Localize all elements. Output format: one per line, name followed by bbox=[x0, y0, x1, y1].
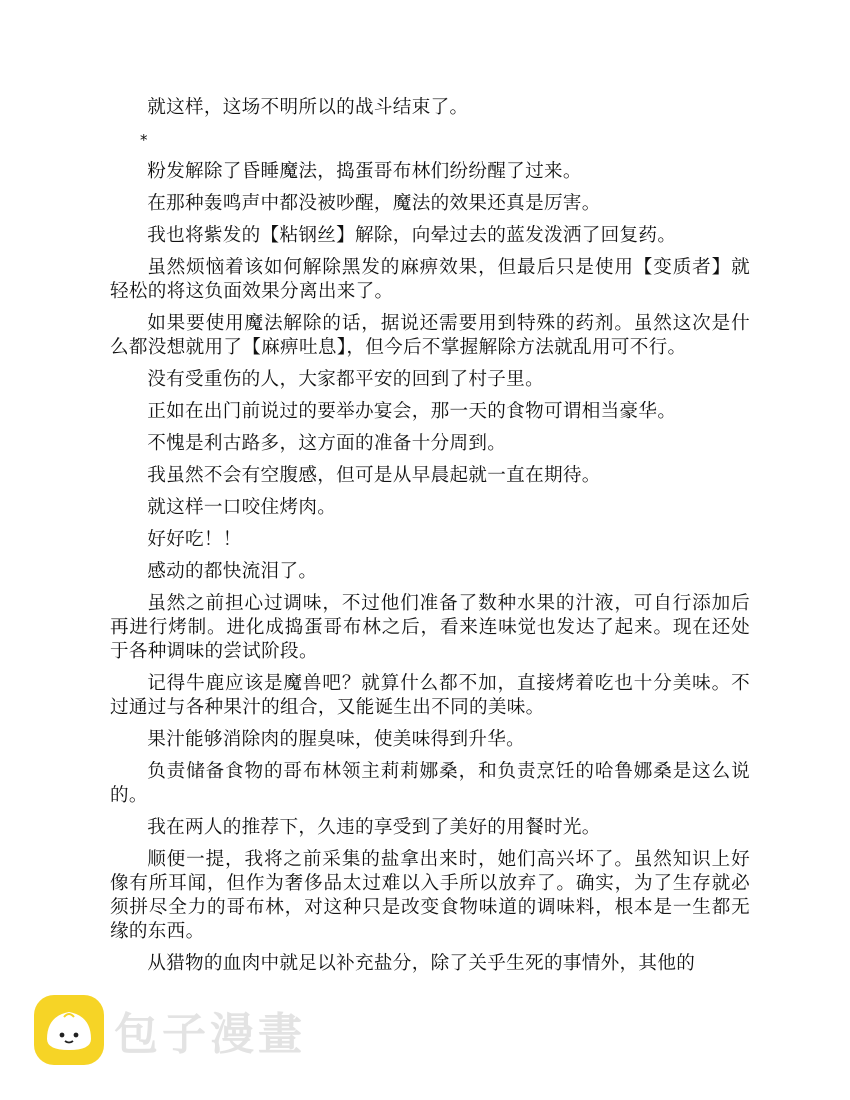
paragraph: 虽然烦恼着该如何解除黑发的麻痹效果，但最后只是使用【变质者】就轻松的将这负面效果分离出来了。 bbox=[110, 257, 750, 302]
paragraph: 好好吃！！ bbox=[147, 529, 242, 550]
paragraph: 虽然之前担心过调味，不过他们准备了数种水果的汁液，可自行添加后再进行烤制。进化成捣蛋哥布林之后，看来连味觉也发达了起来。现在还处于各种调味的尝试阶段。 bbox=[110, 593, 750, 662]
paragraph: 顺便一提，我将之前采集的盐拿出来时，她们高兴坏了。虽然知识上好像有所耳闻，但作为奢侈品太过难以入手所以放弃了。确实，为了生存就必须拼尽全力的哥布林，对这种只是改变食物味道的调味料，根本是一生都无缘的东西。 bbox=[110, 849, 750, 942]
bun-face-icon bbox=[34, 995, 104, 1065]
paragraph: 记得牛鹿应该是魔兽吧？就算什么都不加，直接烤着吃也十分美味。不过通过与各种果汁的组合，又能诞生出不同的美味。 bbox=[110, 673, 750, 718]
paragraph: 负责储备食物的哥布林领主莉莉娜桑，和负责烹饪的哈鲁娜桑是这么说的。 bbox=[110, 761, 750, 806]
paragraph: 就这样，这场不明所以的战斗结束了。 bbox=[147, 97, 469, 118]
watermark-text: 包子漫畫 bbox=[114, 1009, 306, 1060]
section-separator: * bbox=[140, 131, 148, 149]
paragraph: 我也将紫发的【粘钢丝】解除，向晕过去的蓝发泼洒了回复药。 bbox=[147, 225, 677, 246]
paragraph: 在那种轰鸣声中都没被吵醒，魔法的效果还真是厉害。 bbox=[147, 193, 601, 214]
paragraph: 我虽然不会有空腹感，但可是从早晨起就一直在期待。 bbox=[147, 465, 601, 486]
paragraph: 果汁能够消除肉的腥臭味，使美味得到升华。 bbox=[147, 729, 526, 750]
paragraph: 不愧是利古路多，这方面的准备十分周到。 bbox=[147, 433, 507, 454]
text-body bbox=[110, 96, 750, 984]
paragraph: 感动的都快流泪了。 bbox=[147, 561, 318, 582]
paragraph: 粉发解除了昏睡魔法，捣蛋哥布林们纷纷醒了过来。 bbox=[147, 161, 582, 182]
paragraph: 我在两人的推荐下，久违的享受到了美好的用餐时光。 bbox=[147, 817, 601, 838]
paragraph: 如果要使用魔法解除的话，据说还需要用到特殊的药剂。虽然这次是什么都没想就用了【麻痹吐息】，但今后不掌握解除方法就乱用可不行。 bbox=[110, 313, 750, 358]
paragraph: 没有受重伤的人，大家都平安的回到了村子里。 bbox=[147, 369, 544, 390]
paragraph: 就这样一口咬住烤肉。 bbox=[147, 497, 337, 518]
paragraph: 正如在出门前说过的要举办宴会，那一天的食物可谓相当豪华。 bbox=[147, 401, 677, 422]
watermark bbox=[34, 994, 306, 1066]
paragraph: 从猎物的血肉中就足以补充盐分，除了关乎生死的事情外，其他的 bbox=[147, 953, 696, 974]
